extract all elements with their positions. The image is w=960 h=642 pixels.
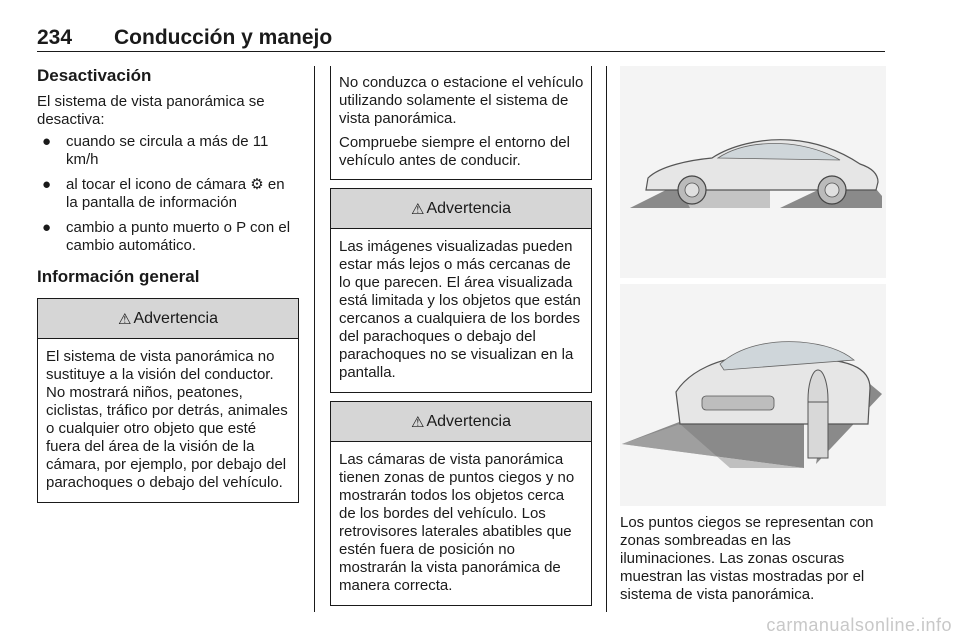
column-divider [606,66,607,612]
warning-triangle-icon: ⚠ [411,413,425,431]
warning-title: Advertencia [426,199,511,217]
bullet-icon: ● [42,176,52,193]
column-3 [620,66,886,603]
page-header [37,20,885,52]
column-2 [330,66,592,606]
list-item: ● al tocar el icono de cámara ⚙ en la pantalla de información [42,176,285,211]
wheel-hub-icon [685,183,699,197]
front-view-illustration [620,284,886,506]
page-number: 234 [37,26,73,49]
deactivation-intro: El sistema de vista panorámica se desactiva: [37,93,265,128]
deactivation-heading: Desactivación [37,66,152,85]
warning-text: Las imágenes visualizadas pueden estar más lejos o más cercanas de lo que parecen. El área visualizada está limitada y los objetos que están cercanos a cualquiera de los bordes del parachoques o debajo del parachoques no se visualizan en la pantalla. [339,238,581,381]
warning-body [331,442,591,605]
warning-text: El sistema de vista panorámica no sustituye a la visión del conductor. No mostrará niños, peatones, ciclistas, tráfico por detrás, animales o cualquier otro objeto que esté fuera del área de la visión de la cámara, por ejemplo, por debajo del parachoques o debajo del vehículo. [46,348,288,491]
deactivation-list [37,133,299,255]
pillar-obstacle-icon [808,402,828,458]
side-view-illustration [620,66,886,278]
warning-box-3 [330,401,592,606]
intro-box [330,66,592,180]
list-item: ● cuando se circula a más de 11 km/h [42,133,269,168]
warning-text: Las cámaras de vista panorámica tienen zonas de puntos ciegos y no mostrarán todos los objetos cerca de los bordes del vehículo. Los retrovisores laterales abatibles que estén fuera de posición no mostrarán la vista panorámica de manera correcta. [339,451,575,594]
warning-header [38,299,298,339]
warning-body [38,339,298,502]
general-info-heading: Información general [37,267,200,286]
wheel-hub-icon [825,183,839,197]
header-rule [37,51,885,52]
warning-title: Advertencia [426,412,511,430]
column-1 [37,66,299,503]
warning-title: Advertencia [133,309,218,327]
intro-paragraph: Compruebe siempre el entorno del vehículo antes de conducir. [339,134,570,169]
intro-paragraph: No conduzca o estacione el vehículo utilizando solamente el sistema de vista panorámica. [339,74,584,127]
watermark: carmanualsonline.info [766,615,952,635]
grille-icon [702,396,774,410]
list-item: ● cambio a punto muerto o P con el cambio automático. [42,219,291,254]
warning-triangle-icon: ⚠ [118,310,132,328]
warning-header [331,189,591,229]
bullet-icon: ● [42,133,52,150]
column-divider [314,66,315,612]
warning-box-2 [330,188,592,393]
illustration-caption: Los puntos ciegos se representan con zonas sombreadas en las iluminaciones. Las zonas oscuras muestran las vistas mostradas por el sistema de vista panorámica. [620,514,874,603]
warning-triangle-icon: ⚠ [411,200,425,218]
bullet-icon: ● [42,219,52,236]
warning-header [331,402,591,442]
warning-box-1 [37,298,299,503]
section-title: Conducción y manejo [114,26,333,49]
warning-body [331,229,591,392]
